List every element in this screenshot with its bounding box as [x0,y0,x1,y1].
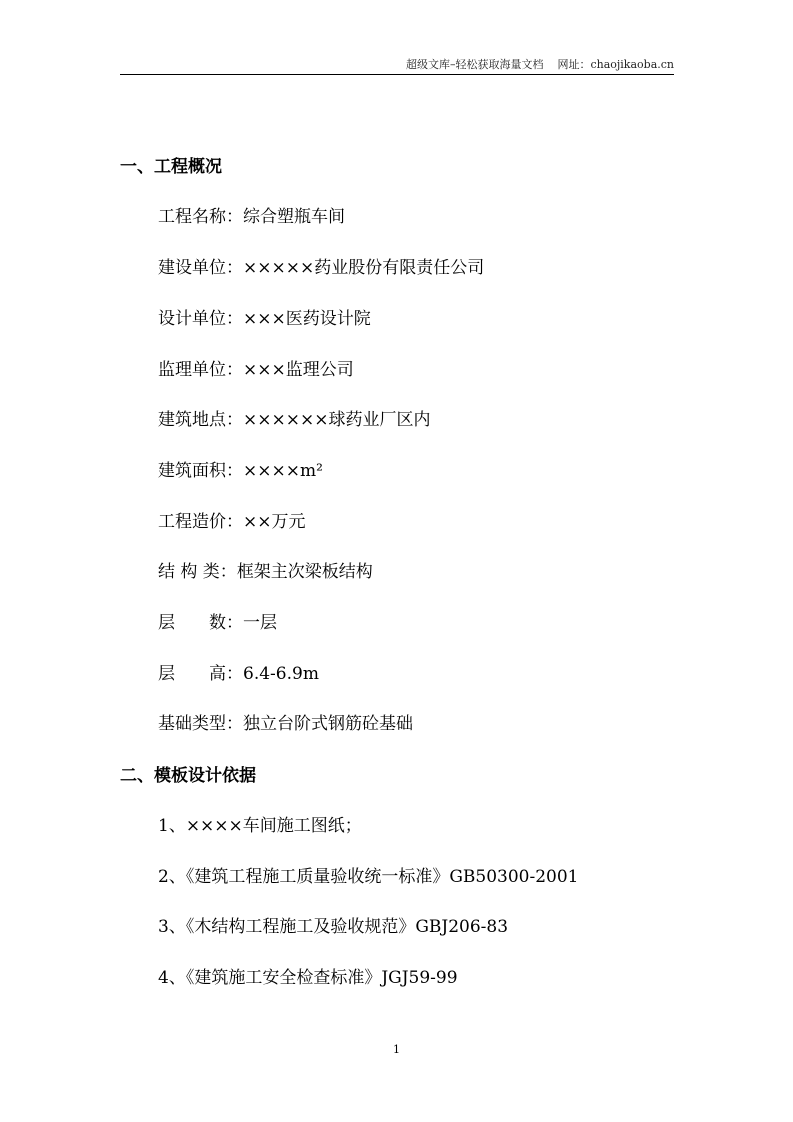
page-header [120,56,674,72]
floor-height-label: 层 高： [158,664,243,684]
floor-count-label: 层 数： [158,613,243,633]
project-name-value: 综合塑瓶车间 [243,207,345,227]
project-name-label: 工程名称： [158,207,243,227]
section-1-title: 一、工程概况 [120,157,222,177]
basis-item-3: 3、《木结构工程施工及验收规范》GBJ206-83 [158,917,509,937]
header-divider [120,74,674,75]
project-name-line [158,202,345,227]
supervision-unit-label: 监理单位： [158,360,243,380]
foundation-type-value: 独立台阶式钢筋砼基础 [243,714,413,734]
basis-item-2: 2、《建筑工程施工质量验收统一标准》GB50300-2001 [158,867,579,887]
construction-unit-line [158,253,484,278]
library-slogan: 超级文库–轻松获取海量文档 [405,58,544,71]
structure-type-line [158,557,373,582]
project-cost-label: 工程造价： [158,512,243,532]
building-location-line [158,405,430,430]
building-area-label: 建筑面积： [158,461,243,481]
design-unit-line [158,304,371,329]
construction-unit-label: 建设单位： [158,258,243,278]
supervision-unit-line [158,355,354,380]
structure-type-value: 框架主次梁板结构 [236,562,373,582]
building-location-label: 建筑地点： [158,410,243,430]
supervision-unit-value: ×××监理公司 [243,360,354,380]
building-area-line [158,456,323,481]
section-2-title: 二、模板设计依据 [120,766,256,786]
project-cost-value: ××万元 [243,512,306,532]
structure-type-label: 结 构 类： [158,562,237,582]
building-area-value: ××××m² [243,461,323,481]
foundation-type-label: 基础类型： [158,714,243,734]
floor-height-line [158,659,319,684]
foundation-type-line [158,709,413,734]
page-number: 1 [393,1043,400,1056]
floor-height-value: 6.4-6.9m [243,664,319,684]
design-unit-label: 设计单位： [158,309,243,329]
floor-count-value: 一层 [243,613,277,633]
floor-count-line [158,608,277,633]
building-location-value: ××××××球药业厂区内 [243,410,431,430]
design-unit-value: ×××医药设计院 [243,309,371,329]
site-url: 网址：chaojikaoba.cn [557,58,674,71]
project-cost-line [158,507,306,532]
construction-unit-value: ×××××药业股份有限责任公司 [243,258,485,278]
basis-item-4: 4、《建筑施工安全检查标准》JGJ59-99 [158,968,458,988]
basis-item-1: 1、××××车间施工图纸； [158,816,362,836]
